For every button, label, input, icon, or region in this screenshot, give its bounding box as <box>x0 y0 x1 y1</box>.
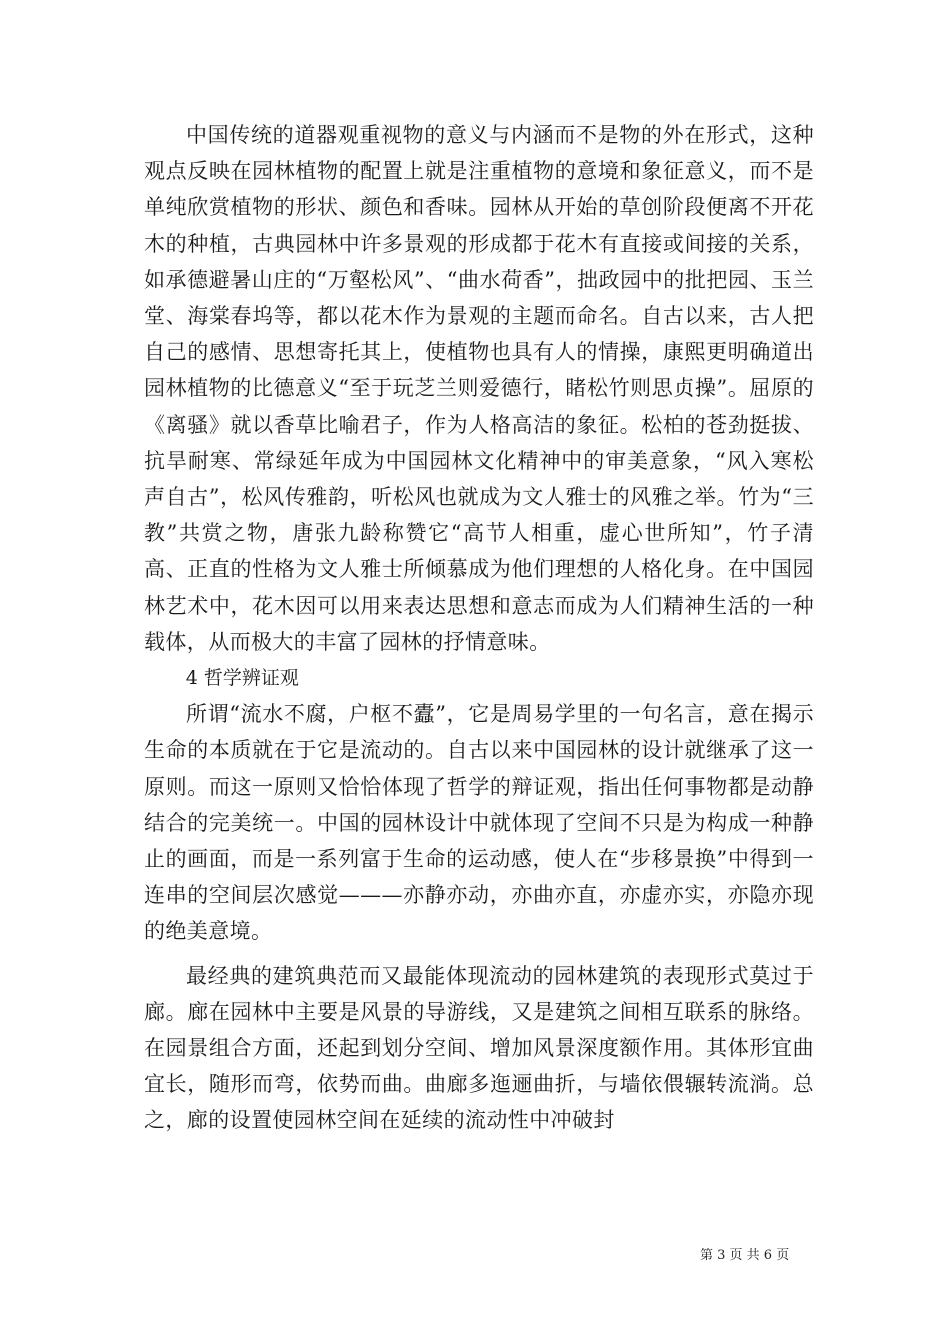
paragraph-corridor: 最经典的建筑典范而又最能体现流动的园林建筑的表现形式莫过于廊。廊在园林中主要是风景的导游线，又是建筑之间相互联系的脉络。在园景组合方面，还起到划分空间、增加风景深度额作用。其体形宜曲宜长，随形而弯，依势而曲。曲廊多迤逦曲折，与墙依偎辗转流淌。总之，廊的设置使园林空间在延续的流动性中冲破封 <box>144 963 814 1133</box>
paragraph-dialectics: 所谓“流水不腐，户枢不蠹”，它是周易学里的一句名言，意在揭示生命的本质就在于它是流动的。自古以来中国园林的设计就继承了这一原则。而这一原则又恰恰体现了哲学的辩证观，指出任何事物都是动静结合的完美统一。中国的园林设计中就体现了空间不只是为构成一种静止的画面，而是一系列富于生命的运动感，使人在“步移景换”中得到一连串的空间层次感觉———亦静亦动，亦曲亦直，亦虚亦实，亦隐亦现的绝美意境。 <box>144 702 814 944</box>
document-body <box>144 117 814 1139</box>
section-heading: 4 哲学辨证观 <box>185 667 299 690</box>
paragraph-plant-symbolism: 中国传统的道器观重视物的意义与内涵而不是物的外在形式，这种观点反映在园林植物的配置上就是注重植物的意境和象征意义，而不是单纯欣赏植物的形状、颜色和香味。园林从开始的草创阶段便离不开花木的种植，古典园林中许多景观的形成都于花木有直接或间接的关系，如承德避暑山庄的“万壑松风”、“曲水荷香”，拙政园中的批把园、玉兰堂、海棠春坞等，都以花木作为景观的主题而命名。自古以来，古人把自己的感情、思想寄托其上，使植物也具有人的情操，康熙更明确道出园林植物的比德意义“至于玩芝兰则爱德行，睹松竹则思贞操”。屈原的《离骚》就以香草比喻君子，作为人格高洁的象征。松柏的苍劲挺拔、抗旱耐寒、常绿延年成为中国园林文化精神中的审美意象，“风入寒松声自古”，松风传雅韵，听松风也就成为文人雅士的风雅之举。竹为“三教”共赏之物，唐张九龄称赞它“高节人相重，虚心世所知”，竹子清高、正直的性格为文人雅士所倾慕成为他们理想的人格化身。在中国园林艺术中，花木因可以用来表达思想和意志而成为人们精神生活的一种载体，从而极大的丰富了园林的抒情意味。 <box>144 123 814 654</box>
page-number-footer: 第 3 页 共 6 页 <box>700 1248 790 1263</box>
